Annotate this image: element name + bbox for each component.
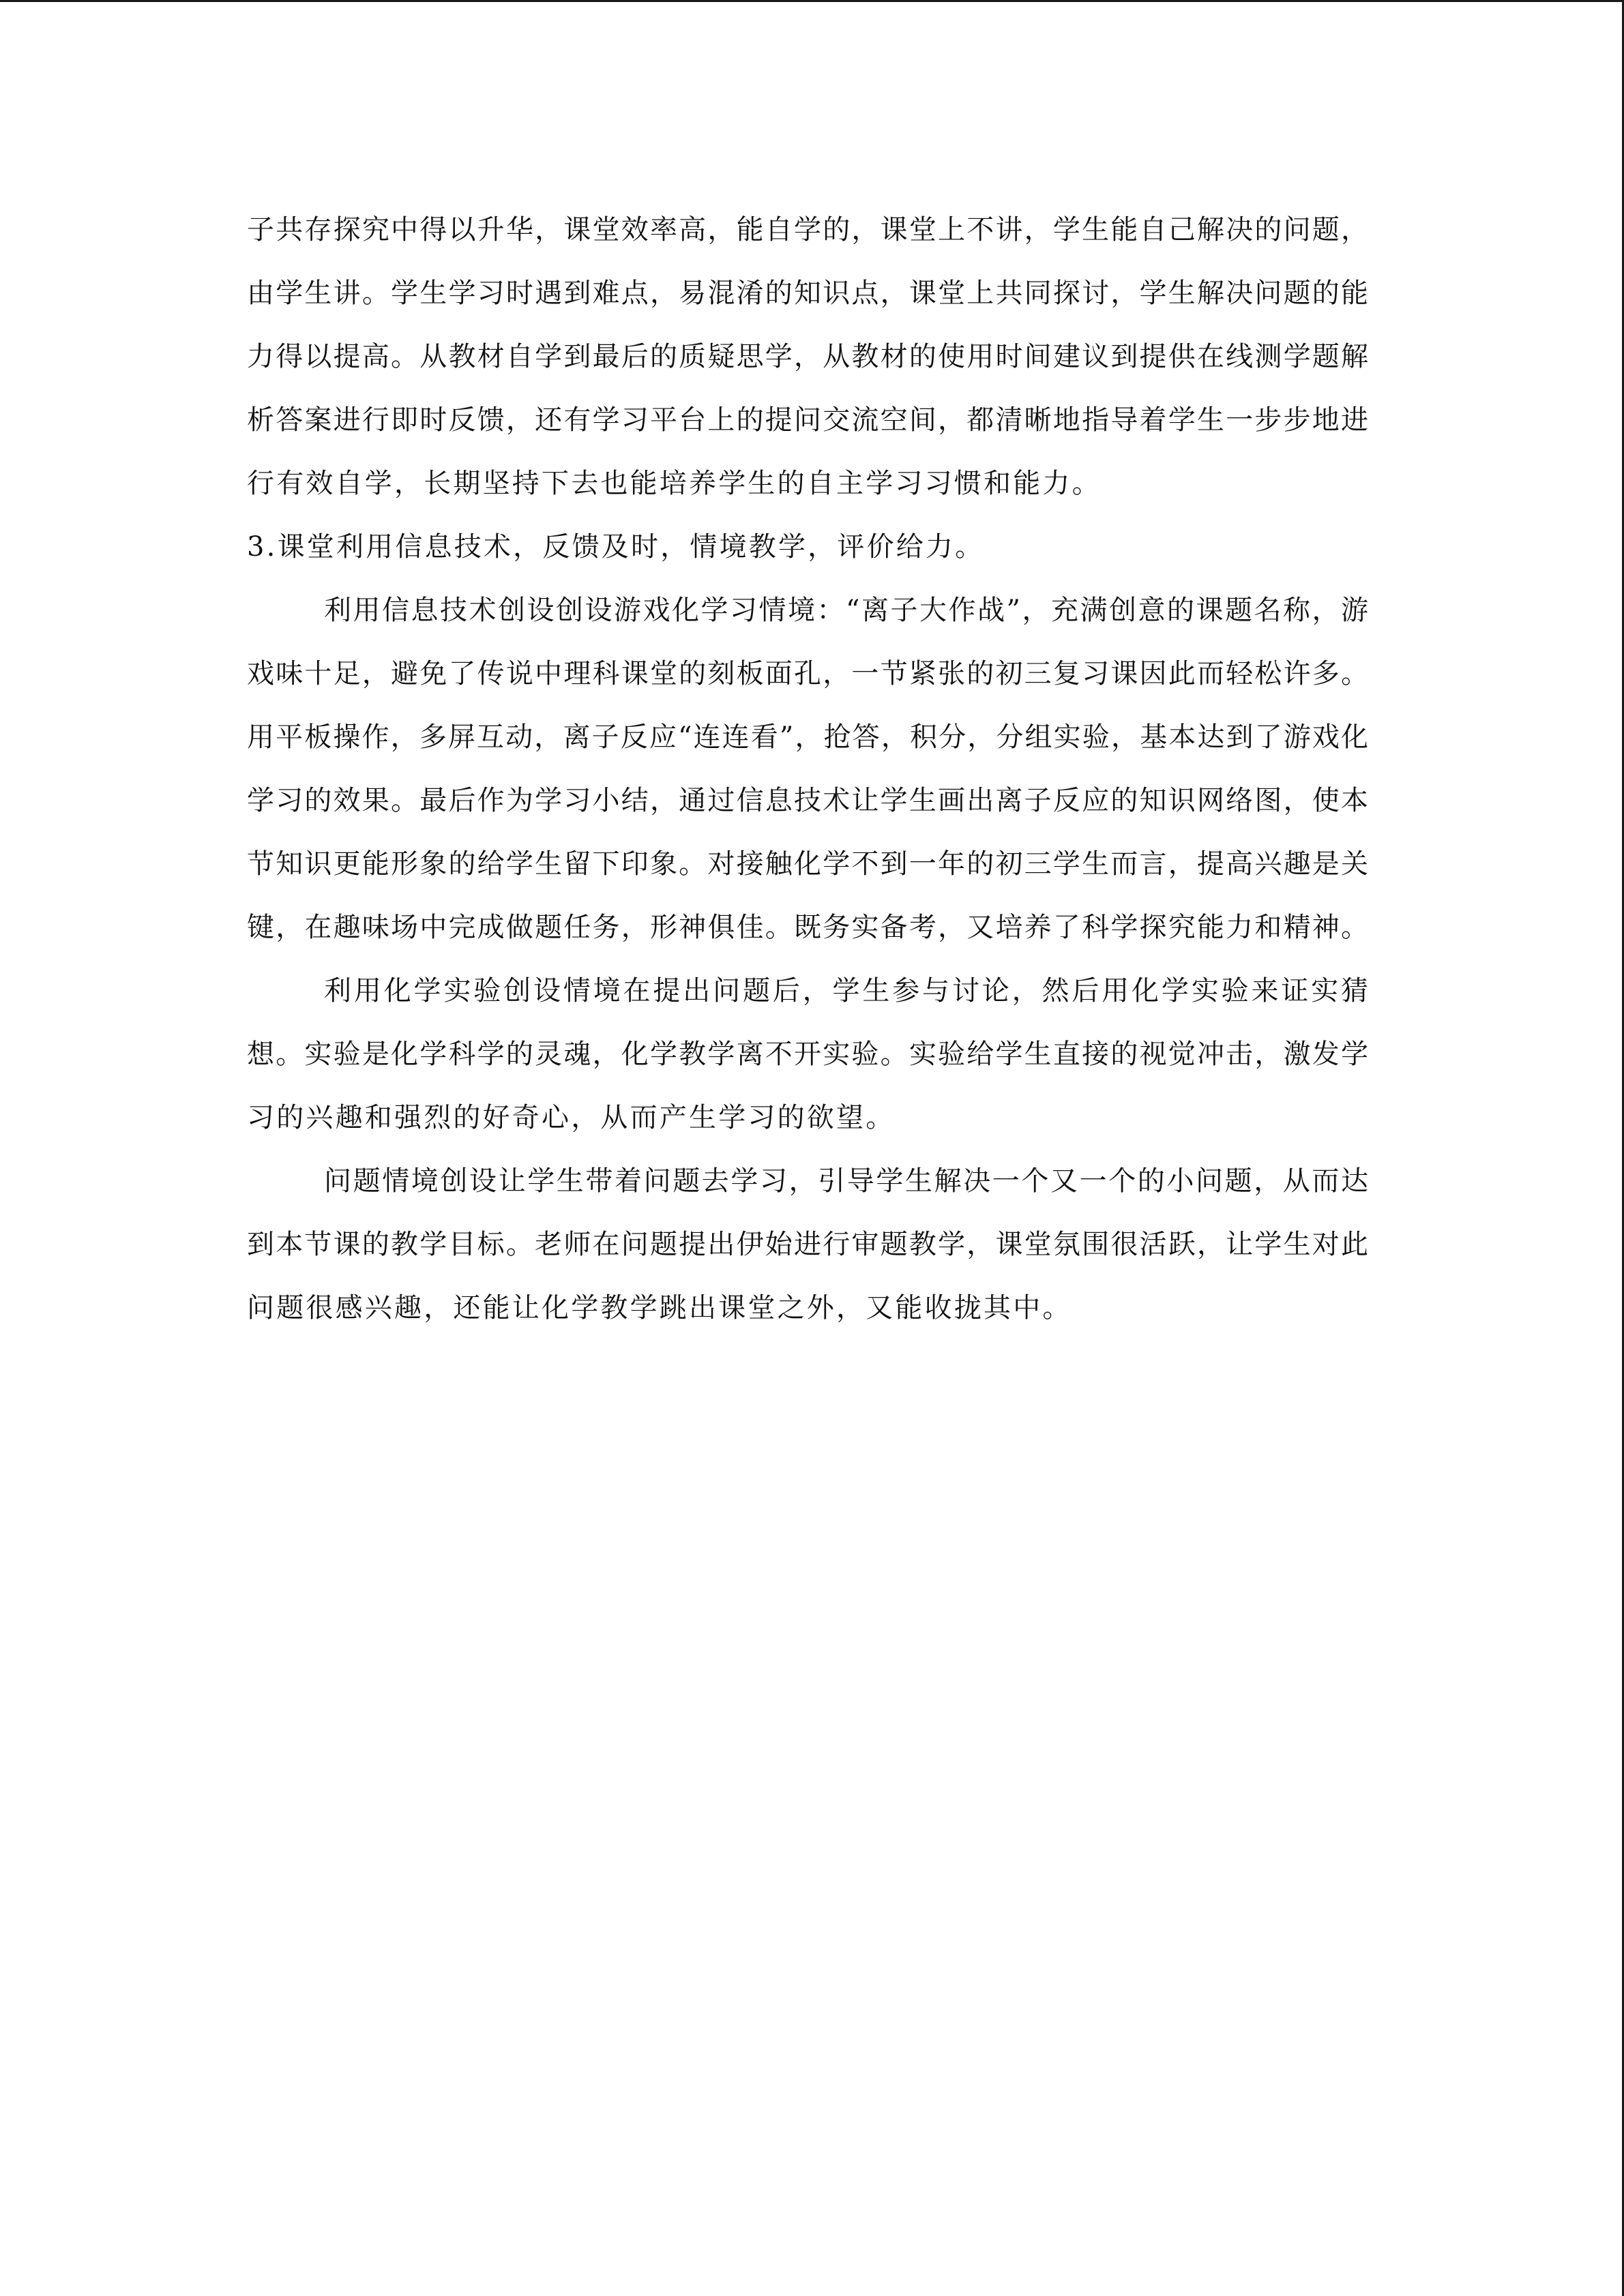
text-line: 到本节课的教学目标。老师在问题提出伊始进行审题教学，课堂氛围很活跃，让学生对此 <box>247 1229 1368 1260</box>
paragraph-continuation <box>247 209 1368 526</box>
text-line: 子共存探究中得以升华，课堂效率高，能自学的，课堂上不讲，学生能自己解决的问题， <box>247 214 1368 245</box>
text-line: 想。实验是化学科学的灵魂，化学教学离不开实验。实验给学生直接的视觉冲击，激发学 <box>247 1039 1368 1070</box>
text-line: 习的兴趣和强烈的好奇心，从而产生学习的欲望。 <box>247 1102 896 1133</box>
text-line: 戏味十足，避免了传说中理科课堂的刻板面孔，一节紧张的初三复习课因此而轻松许多。 <box>247 658 1368 689</box>
paragraph-problem-situation <box>247 1161 1368 1351</box>
text-line: 用平板操作，多屏互动，离子反应“连连看”，抢答，积分，分组实验，基本达到了游戏化 <box>247 721 1368 753</box>
paragraph-information-technology <box>247 590 1368 970</box>
text-line: 析答案进行即时反馈，还有学习平台上的提问交流空间，都清晰地指导着学生一步步地进 <box>247 404 1368 436</box>
text-line: 由学生讲。学生学习时遇到难点，易混淆的知识点，课堂上共同探讨，学生解决问题的能 <box>247 278 1368 309</box>
text-line: 学习的效果。最后作为学习小结，通过信息技术让学生画出离子反应的知识网络图，使本 <box>247 785 1368 816</box>
text-line: 利用信息技术创设创设游戏化学习情境：“离子大作战”，充满创意的课题名称，游 <box>324 595 1368 626</box>
text-line: 行有效自学，长期坚持下去也能培养学生的自主学习习惯和能力。 <box>247 468 1102 499</box>
text-line: 问题情境创设让学生带着问题去学习，引导学生解决一个又一个的小问题，从而达 <box>324 1165 1368 1197</box>
document-body <box>247 209 1368 1351</box>
paragraph-chemistry-experiment <box>247 970 1368 1161</box>
text-line: 利用化学实验创设情境在提出问题后，学生参与讨论，然后用化学实验来证实猜 <box>324 975 1368 1007</box>
text-line: 节知识更能形象的给学生留下印象。对接触化学不到一年的初三学生而言，提高兴趣是关 <box>247 848 1368 880</box>
text-line: 键，在趣味场中完成做题任务，形神俱佳。既务实备考，又培养了科学探究能力和精神。 <box>247 912 1368 943</box>
section-heading <box>247 526 1368 590</box>
text-line: 问题很感兴趣，还能让化学教学跳出课堂之外，又能收拢其中。 <box>247 1292 1072 1324</box>
heading-text: 3.课堂利用信息技术，反馈及时，情境教学，评价给力。 <box>247 531 985 563</box>
text-line: 力得以提高。从教材自学到最后的质疑思学，从教材的使用时间建议到提供在线测学题解 <box>247 341 1368 372</box>
